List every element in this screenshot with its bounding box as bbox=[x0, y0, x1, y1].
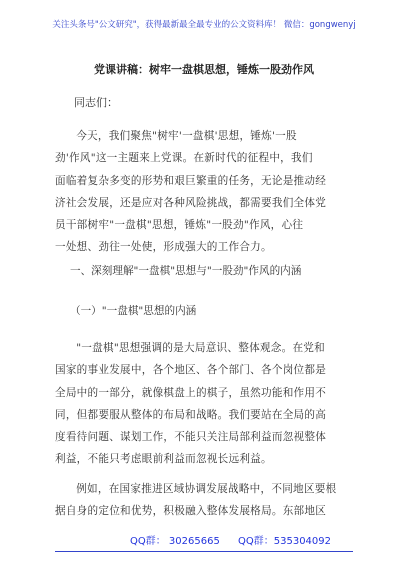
section-heading: 一、深刻理解"一盘棋"思想与"一股劲"作风的内涵 bbox=[70, 265, 302, 277]
paragraph-line: 例如，在国家推进区域协调发展战略中，不同地区要根 bbox=[76, 483, 337, 495]
paragraph-line: 利益，不能只考虑眼前利益而忽视长远利益。 bbox=[55, 453, 272, 466]
greeting: 同志们： bbox=[74, 96, 118, 109]
paragraph-line: 劲'作风"这一主题来上党课。在新时代的征程中，我们 bbox=[55, 152, 313, 165]
qq-group-1: QQ群： 30265665 bbox=[130, 536, 220, 547]
paragraph-line: 一处想、劲往一处使，形成强大的工作合力。 bbox=[55, 241, 272, 254]
document-title: 党课讲稿：树牢一盘棋思想，锤炼一股劲作风 bbox=[94, 63, 314, 76]
footer-underline bbox=[55, 551, 353, 552]
qq-group-2: QQ群：535304092 bbox=[238, 536, 332, 547]
paragraph-line: 同，但都要服从整体的布局和战略。我们要站在全局的高 bbox=[55, 408, 327, 421]
intro-paragraph bbox=[55, 125, 351, 259]
footer-contact bbox=[0, 534, 408, 550]
paragraph-line: 据自身的定位和优势，积极融入整体发展格局。东部地区 bbox=[55, 505, 327, 518]
paragraph-line: 济社会发展，还是应对各种风险挑战，都需要我们全体党 bbox=[55, 196, 327, 209]
subsection-heading: （一）"一盘棋"思想的内涵 bbox=[70, 305, 197, 317]
body-paragraph bbox=[55, 478, 351, 523]
paragraph-line: "一盘棋"思想强调的是大局意识、整体观念。在党和 bbox=[76, 342, 325, 354]
paragraph-line: 国家的事业发展中，各个地区、各个部门、各个岗位都是 bbox=[55, 364, 327, 377]
body-paragraph bbox=[55, 337, 351, 471]
paragraph-line: 员干部树牢"一盘棋"思想，锤炼"一股劲"作风，心往 bbox=[55, 219, 304, 232]
paragraph-line: 面临着复杂多变的形势和艰巨繁重的任务，无论是推动经 bbox=[55, 174, 327, 187]
paragraph-line: 今天，我们聚焦"树牢'一盘棋'思想，锤炼'一股 bbox=[76, 130, 297, 142]
paragraph-line: 度看待问题、谋划工作，不能只关注局部利益而忽视整体 bbox=[55, 431, 327, 444]
paragraph-line: 全局中的一部分，就像棋盘上的棋子，虽然功能和作用不 bbox=[55, 386, 327, 399]
header-banner: 关注头条号"公文研究"，获得最新最全最专业的公文资料库！ 微信：gongwenyj bbox=[52, 20, 356, 30]
